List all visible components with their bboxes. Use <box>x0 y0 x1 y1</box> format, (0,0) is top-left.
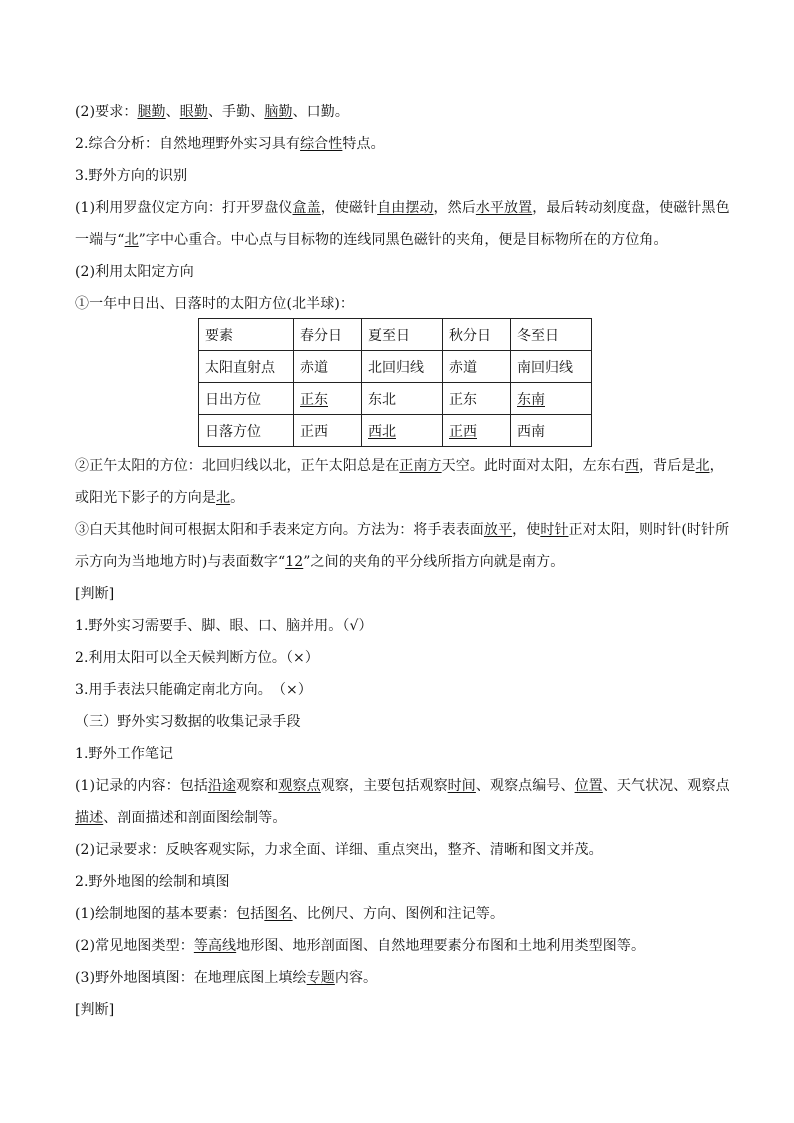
table-row <box>199 351 592 383</box>
underlined-answer: 放平 <box>483 522 513 538</box>
judgement-item-3 <box>75 680 755 700</box>
underlined-answer: 北 <box>124 232 139 248</box>
map-filling-line <box>75 968 755 988</box>
underlined-answer: 正南方 <box>399 458 442 474</box>
text-run: 、剖面描述和剖面图绘制等。 <box>103 810 287 826</box>
text-run: 观察和 <box>236 778 279 794</box>
notes-requirements-line <box>75 840 755 860</box>
table-cell <box>199 383 294 415</box>
comprehensive-analysis-line <box>75 134 755 154</box>
map-types-line <box>75 936 755 956</box>
underlined-answer: 脑勤 <box>264 104 293 120</box>
compass-method-line-2 <box>75 230 755 250</box>
text-run: 1.野外工作笔记 <box>75 746 174 762</box>
underlined-answer: 专题 <box>306 970 335 986</box>
judgement-item-2 <box>75 648 755 668</box>
text-run: 、口勤。 <box>292 104 349 120</box>
underlined-answer: 时针 <box>540 522 569 538</box>
underlined-answer: 腿勤 <box>137 104 166 120</box>
text-run: 、天气状况、观察点 <box>602 778 730 794</box>
table-header-cell: 春分日 <box>294 319 362 351</box>
text-run: 2.利用太阳可以全天候判断方位。（×） <box>75 650 319 666</box>
table-header-cell: 要素 <box>199 319 294 351</box>
text-run: 西南 <box>517 423 545 440</box>
sunrise-sunset-caption <box>75 294 755 314</box>
text-run: ”之间的夹角的平分线所指方向就是南方。 <box>303 554 565 570</box>
text-run: ，使磁针 <box>320 200 378 216</box>
text-run: ，使 <box>512 522 541 538</box>
text-run: 2.野外地图的绘制和填图 <box>75 874 230 890</box>
noon-sun-line-2 <box>75 488 755 508</box>
text-run: 日出方位 <box>205 391 261 408</box>
underlined-answer: 位置 <box>574 778 603 794</box>
table-cell <box>362 415 443 447</box>
underlined-answer: 正西 <box>449 423 477 440</box>
text-run: （三）野外实习数据的收集记录手段 <box>75 714 301 730</box>
text-run: 特点。 <box>342 136 385 152</box>
underlined-answer: 西北 <box>368 423 396 440</box>
text-run: [判断] <box>75 1002 115 1018</box>
text-run: 赤道 <box>449 359 477 376</box>
underlined-answer: 眼勤 <box>179 104 208 120</box>
table-cell <box>443 415 511 447</box>
text-run: 、手勤、 <box>207 104 265 120</box>
table-header-row <box>199 319 592 351</box>
text-run: (1)记录的内容：包括 <box>75 778 208 794</box>
text-run: 3.野外方向的识别 <box>75 168 188 184</box>
table-cell <box>294 351 362 383</box>
table-cell <box>294 383 362 415</box>
table-cell <box>443 383 511 415</box>
text-run: 正东 <box>449 391 477 408</box>
text-run: (1)利用罗盘仪定方向：打开罗盘仪 <box>75 200 293 216</box>
text-run: 、比例尺、方向、图例和注记等。 <box>292 906 505 922</box>
text-run: 3.用手表法只能确定南北方向。 （×） <box>75 682 312 698</box>
section-heading-data-collection <box>75 712 755 732</box>
sun-direction-heading <box>75 262 755 282</box>
table-cell <box>443 351 511 383</box>
underlined-answer: 东南 <box>517 391 545 408</box>
text-run: 一端与“ <box>75 232 125 248</box>
text-run: ，最后转动刻度盘，使磁针黑色 <box>532 200 730 216</box>
text-run: 或阳光下影子的方向是 <box>75 490 216 506</box>
underlined-answer: 沿途 <box>207 778 237 794</box>
table-cell <box>511 415 592 447</box>
field-notes-heading <box>75 744 755 764</box>
text-run: ①一年中日出、日落时的太阳方位(北半球)： <box>75 296 355 312</box>
underlined-answer: 西 <box>624 458 640 474</box>
text-run: 东北 <box>368 391 396 408</box>
field-map-heading <box>75 872 755 892</box>
underlined-answer: 北 <box>695 458 710 474</box>
table-cell <box>199 351 294 383</box>
text-run: 日落方位 <box>205 423 261 440</box>
judgement-heading-2 <box>75 1000 755 1020</box>
underlined-answer: 等高线 <box>193 938 237 954</box>
noon-sun-line-1 <box>75 456 755 476</box>
text-run: 、观察点编号、 <box>475 778 575 794</box>
map-elements-line <box>75 904 755 924</box>
table-row <box>199 383 592 415</box>
text-run: ”字中心重合。中心点与目标物的连线同黑色磁针的夹角，便是目标物所在的方位角。 <box>138 232 668 248</box>
text-run: (3)野外地图填图：在地理底图上填绘 <box>75 970 307 986</box>
text-run: ②正午太阳的方位：北回归线以北，正午太阳总是在 <box>75 458 400 474</box>
text-run: ， <box>709 458 724 474</box>
sun-azimuth-table <box>198 318 592 447</box>
text-run: 太阳直射点 <box>205 359 275 376</box>
text-run: 赤道 <box>300 359 328 376</box>
watch-method-line-1 <box>75 520 755 540</box>
table-row <box>199 415 592 447</box>
table-header-cell: 秋分日 <box>443 319 511 351</box>
compass-method-line-1 <box>75 198 755 218</box>
watch-method-line-2 <box>75 552 755 572</box>
text-run: 内容。 <box>334 970 378 986</box>
underlined-answer: 时间 <box>447 778 476 794</box>
text-run: 正西 <box>300 423 328 440</box>
section-heading-direction <box>75 166 755 186</box>
text-run: 地形图、地形剖面图、自然地理要素分布图和土地利用类型图等。 <box>236 938 646 954</box>
text-run: [判断] <box>75 586 115 602</box>
table-header-cell: 夏至日 <box>362 319 443 351</box>
table-cell <box>511 383 592 415</box>
text-run: ，然后 <box>433 200 476 216</box>
notes-content-line-2 <box>75 808 755 828</box>
text-run: 、 <box>165 104 180 120</box>
underlined-answer: 12 <box>285 554 304 570</box>
judgement-heading-1 <box>75 584 755 604</box>
text-run: 天空。此时面对太阳，左东右 <box>441 458 625 474</box>
table-cell <box>362 351 443 383</box>
text-run: 观察，主要包括观察 <box>320 778 448 794</box>
text-run: (2)要求： <box>75 104 138 120</box>
underlined-answer: 描述 <box>75 810 104 826</box>
text-run: 北回归线 <box>368 359 424 376</box>
underlined-answer: 图名 <box>264 906 293 922</box>
table-header-cell: 冬至日 <box>511 319 592 351</box>
underlined-answer: 观察点 <box>278 778 321 794</box>
table-cell <box>294 415 362 447</box>
text-run: (2)记录要求：反映客观实际，力求全面、详细、重点突出，整齐、清晰和图文并茂。 <box>75 842 603 858</box>
table-cell <box>362 383 443 415</box>
table-cell <box>199 415 294 447</box>
table-cell <box>511 351 592 383</box>
underlined-answer: 北 <box>216 490 231 506</box>
underlined-answer: 自由摆动 <box>377 200 434 216</box>
notes-content-line-1 <box>75 776 755 796</box>
text-run: 南回归线 <box>517 359 573 376</box>
text-run: ，背后是 <box>639 458 696 474</box>
text-run: 正对太阳，则时针(时针所 <box>568 522 730 538</box>
judgement-item-1 <box>75 616 755 636</box>
text-run: (2)常见地图类型： <box>75 938 194 954</box>
underlined-answer: 正东 <box>300 391 328 408</box>
underlined-answer: 综合性 <box>300 136 343 152</box>
underlined-answer: 盒盖 <box>292 200 321 216</box>
text-run: ③白天其他时间可根据太阳和手表来定方向。方法为：将手表表面 <box>75 522 484 538</box>
text-run: 示方向为当地地方时)与表面数字“ <box>75 554 286 570</box>
underlined-answer: 水平放置 <box>475 200 533 216</box>
text-run: 1.野外实习需要手、脚、眼、口、脑并用。（√） <box>75 618 373 634</box>
text-run: 2.综合分析：自然地理野外实习具有 <box>75 136 301 152</box>
text-run: 。 <box>230 490 245 506</box>
requirements-line <box>75 102 755 122</box>
text-run: (2)利用太阳定方向 <box>75 264 194 280</box>
text-run: (1)绘制地图的基本要素：包括 <box>75 906 265 922</box>
